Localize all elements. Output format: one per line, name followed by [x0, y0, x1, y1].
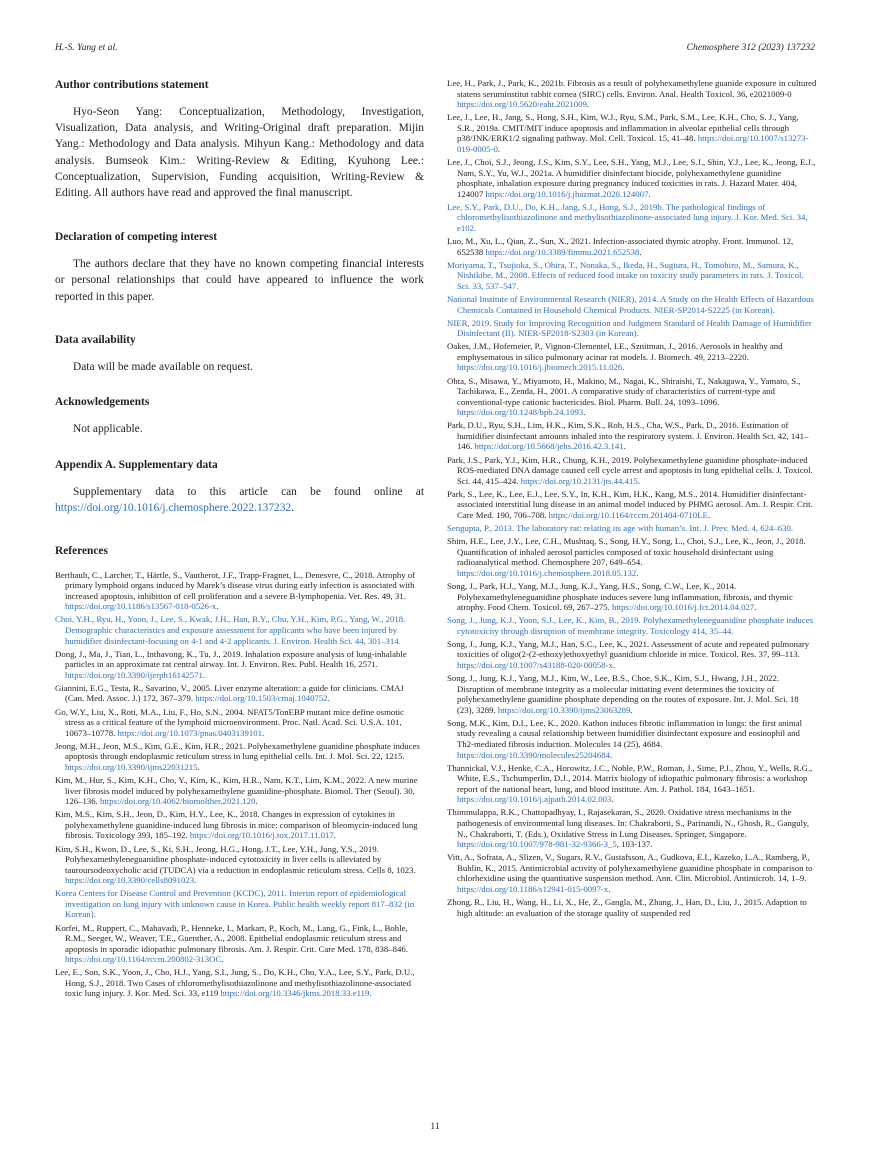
reference-end: .: [648, 188, 651, 199]
reference-doi-link[interactable]: https://doi.org/10.5668/jehs.2016.42.3.141: [474, 441, 624, 452]
left-column: [55, 78, 424, 1002]
appendix-text-prefix: Supplementary data to this article can be found online at: [73, 486, 424, 499]
reference-text: Shim, H.E., Lee, J.Y., Lee, C.H., Mushtaq, S., Song, H.Y., Song, L., Choi, S.J., Lee, K., Jeon, J., 2018. Quantification of inhaled aerosol particles composed of toxic household disinfectant using radioanalytical method. Chemosphere 207, 649–654.: [447, 536, 806, 568]
reference-doi-link[interactable]: https://doi.org/10.1007/s13273-019-0005-0: [457, 133, 809, 154]
reference-end: .: [630, 704, 633, 715]
reference-end: .: [609, 749, 613, 760]
reference-text: Dong, J., Ma, J., Tian, L., Inthavong, K., Tu, J., 2019. Inhalation exposure analysis of lung-inhalable particles in an approximate rat central airway. Int. J. Environ. Res. Publ. Health 16, 2571.: [55, 648, 407, 670]
section-heading: Data availability: [55, 333, 136, 346]
reference-text: Park, S., Lee, K., Lee, E.J., Lee, S.Y., In, K.H., Kim, H.K., Kang, M.S., 2014. Humidifier disinfectant-associated interstitial lung disease in an animal model induced by PHMG aerosol. Am. J. Respir. Crit. Care Med. 190, 706–708.: [447, 488, 813, 520]
reference-text: Kim, M., Hur, S., Kim, K.H., Cho, Y., Kim, K., Kim, H.R., Nam, K.T., Lim, K.M., 2022. A new murine liver fibrosis model induced by polyhexamethylene guanidine-phosphate. Biomol. Ther (Seoul). 30, 126–136.: [55, 775, 418, 807]
reference-item: [447, 673, 817, 715]
reference-doi-link[interactable]: https://doi.org/10.1186/s12941-015-0097-x: [457, 883, 609, 894]
running-head-authors: H.-S. Yang et al.: [55, 42, 118, 53]
reference-item: [55, 809, 424, 841]
reference-doi-link[interactable]: https://doi.org/10.3390/ijms23063289: [497, 704, 631, 715]
reference-end: .: [586, 99, 590, 110]
running-head-journal: Chemosphere 312 (2023) 137232: [686, 42, 815, 53]
supplementary-data-link[interactable]: https://doi.org/10.1016/j.chemosphere.2022.137232: [55, 502, 292, 515]
reference-end: .: [707, 509, 711, 520]
data-availability-text: Data will be made available on request.: [73, 360, 253, 373]
reference-text: Thimmulappa, R.K., Chattopadhyay, I., Rajasekaran, S., 2020. Oxidative stress mechanisms in the pathogenesis of environmental lung diseases. In: Chakraborti, S., Parinandi, N., Ghosh, R., Ganguly, N., Chakraborti, T. (Eds.), Oxidative Stress in Lung Diseases. Springer, Singapore.: [447, 807, 810, 839]
reference-doi-link[interactable]: https://doi.org/10.1186/s13567-018-0526-x: [65, 601, 217, 612]
reference-item[interactable]: [55, 888, 424, 920]
reference-doi-link[interactable]: https://doi.org/10.3390/molecules25204684: [457, 749, 610, 760]
reference-text: Song, J., Jung, K.J., Yoon, S.J., Lee, K., Kim, B., 2019. Polyhexamethyleneguanidine phosphate induces cytotoxicity through disruption of membrane integrity. Toxicology 414, 35–44.: [447, 615, 814, 636]
reference-end: .: [327, 693, 330, 704]
reference-item: [447, 807, 817, 849]
reference-text: Korea Centers for Disease Control and Prevention (KCDC), 2011. Interim report of epidemiological investigation on lung injury with unknown cause in Korea. Public health weekly report 817–832 (in Korean).: [55, 888, 415, 920]
reference-doi-link[interactable]: https://doi.org/10.1016/j.jbiomech.2015.11.026: [457, 362, 623, 373]
reference-item: [55, 967, 424, 999]
reference-item: [447, 376, 817, 418]
reference-doi-link[interactable]: https://doi.org/10.3389/fimmu.2021.652538: [485, 246, 640, 257]
reference-item[interactable]: [447, 523, 817, 534]
reference-item: [55, 683, 424, 704]
acknowledgements-section: [55, 395, 424, 437]
reference-doi-link[interactable]: https://doi.org/10.4062/biomolther.2021.120: [100, 796, 256, 807]
references-heading: References: [55, 544, 108, 557]
reference-end: .: [639, 246, 642, 257]
appendix-section: [55, 458, 424, 516]
author-contributions-text: Hyo-Seon Yang: Conceptualization, Methodology, Investigation, Visualization, Data analysis, and Writing-Original draft preparation. Mijin Yang.: Methodology and Data analysis. Mihyun Kang.: Methodology and data analysis. Bumseok Kim.: Writing-Review & Editing, Kyuhong Lee.: Conceptualization, Supervision, Funding acquisition, Writing-Review & Editing. All authors have read and approved the final manuscript.: [55, 106, 424, 200]
acknowledgements-text: Not applicable.: [73, 423, 143, 436]
reference-doi-link[interactable]: https://doi.org/10.2131/jts.44.415: [520, 475, 638, 486]
reference-text: Song, J., Jung, K.J., Yang, M.J., Kim, W., Lee, B.S., Choe, S.K., Kim, S.J., Hwang, J.H., 2022. Disruption of membrane integrity as a molecular initiating event determines the toxicity of polyhexamethylene guanidine phosphate depending on the routes of exposure. Int. J. Mol. Sci. 18 (23), 3289.: [447, 673, 799, 715]
reference-item[interactable]: [447, 202, 817, 234]
reference-end: .: [369, 988, 372, 999]
reference-item: [447, 112, 817, 154]
reference-doi-link[interactable]: https://doi.org/10.1073/pnas.0403139101: [117, 727, 262, 738]
reference-text: Song, M.K., Kim, D.I., Lee, K., 2020. Kathon induces fibrotic inflammation in lungs: the first animal study revealing a causal relationship between humidifier disinfectant exposure and eosinophil and Th2-mediated fibrosis induction. Molecules 14 (25), 4684.: [447, 717, 803, 749]
reference-end: .: [194, 875, 197, 886]
reference-item: [55, 649, 424, 681]
reference-doi-link[interactable]: https://doi.org/10.1016/j.fct.2014.04.027: [611, 602, 755, 613]
reference-doi-link[interactable]: https://doi.org/10.1016/j.ajpath.2014.02.003: [457, 794, 612, 805]
reference-item[interactable]: [447, 260, 817, 292]
reference-end: .: [497, 143, 501, 154]
reference-item: [447, 236, 817, 257]
reference-end: .: [202, 669, 206, 680]
appendix-text-suffix: .: [291, 502, 294, 515]
reference-text: Giannini, E.G., Testa, R., Savarino, V., 2005. Liver enzyme alteration: a guide for clinicians. CMAJ (Can. Med. Assoc. J.) 172, 367–379.: [55, 682, 404, 704]
reference-text: Korfei, M., Ruppert, C., Mahavadi, P., Henneke, I., Markart, P., Koch, M., Lang, G., Fink, L., Bohle, R.M., Seeger, W., Weaver, T.E., Guenther, A., 2008. Epithelial endoplasmic reticulum stress and apoptosis in sporadic idiopathic pulmonary fibrosis. Am. J. Respir. Crit. Care Med. 178, 838–846.: [55, 922, 408, 954]
reference-doi-link[interactable]: https://doi.org/10.3390/cells8091023: [65, 875, 195, 886]
reference-doi-link[interactable]: https://doi.org/10.5620/eaht.2021009: [457, 99, 587, 110]
reference-item: [447, 157, 817, 199]
reference-end: .: [754, 602, 757, 613]
reference-text: Jeong, M.H., Jeon, M.S., Kim, G.E., Kim, H.R., 2021. Polyhexamethylene guanidine phosphate induces apoptosis through endoplasmic reticulum stress in lung epithelial cells. Int. J. Mol. Sci. 22, 1215.: [55, 740, 420, 762]
reference-end: .: [261, 727, 265, 738]
reference-end: .: [622, 362, 625, 373]
reference-text: Kim, M.S., Kim, S.H., Jeon, D., Kim, H.Y., Lee, K., 2018. Changes in expression of cytokines in polyhexamethylene guanidine-induced lung fibrosis in mice: comparison of bleomycin-induced lung fibrosis. Toxicology 393, 185–192.: [55, 809, 418, 841]
reference-item: [55, 570, 424, 612]
reference-text: Oakes, J.M., Hofemeier, P., Vignon-Clementel, I.E., Sznitman, J., 2016. Aerosols in healthy and emphysematous in silico pulmonary acinar rat models. J. Biomech. 49, 2213–2220.: [447, 341, 783, 362]
reference-text: Park, D.U., Ryu, S.H., Lim, H.K., Kim, S.K., Roh, H.S., Cha, W.S., Park, D., 2016. Estimation of humidifier disinfectant amounts inhaled into the respiratory system. J. Environ. Health Sci. 42, 141–146.: [447, 420, 809, 452]
reference-text: Lee, J., Choi, S.J., Jeong, J.S., Kim, S.Y., Lee, S.H., Yang, M.J., Lee, S.J., Shin, Y.J., Lee, K., Jeong, E.J., Nam, S.Y., Yu, W.J., 2021a. A humidifier disinfectant biocide, polyhexamethylene guanidine phosphate, inhalation exposure during pregnancy induced toxicities in rats. J. Hazard Mater. 404, 124007: [447, 157, 816, 199]
reference-item[interactable]: [447, 615, 817, 636]
reference-text: Moriyama, T., Tsujioka, S., Ohira, T., Nonaka, S., Ikeda, H., Sugiura, H., Tomohiro, M., Samura, K., Nishikibe, M., 2008. Effects of reduced food intake on toxicity study parameters in rats. J. Toxicol. Sci. 33, 537–547.: [447, 259, 804, 291]
reference-item: [447, 341, 817, 373]
reference-end: .: [583, 407, 586, 418]
reference-end: .: [255, 796, 258, 807]
right-column: [447, 78, 817, 921]
reference-end: .: [637, 475, 640, 486]
data-availability-section: [55, 333, 424, 375]
reference-end: .: [636, 567, 639, 578]
reference-item: [447, 536, 817, 578]
reference-text: National Institute of Environmental Research (NIER), 2014. A Study on the Health Effects of Hazardous Chemicals Contained in Household Chemical Products. NIER-SP2014-S2225 (in Korean).: [447, 293, 814, 315]
reference-text: Lee, H., Park, J., Park, K., 2021b. Fibrosis as a result of polyhexamethylene guanide exposure in cultured statens seruminstitut rabbit cornea (SIRC) cells. Environ. Anal. Health Toxicol. 36, e2021009-0: [447, 78, 817, 99]
reference-text: Sengupta, P., 2013. The laboratory rat: relating its age with human’s. Int. J. Prev. Med. 4, 624–630.: [447, 523, 794, 534]
section-heading: Appendix A. Supplementary data: [55, 459, 218, 472]
reference-text: Choi, Y.H., Ryu, H., Yoon, J., Lee, S., Kwak, J.H., Han, B.Y., Chu, Y.H., Kim, P.G., Yang, W., 2018. Demographic characteristics and exposure assessment for applicants who have been injured by humidifier disinfectant-focusing on 4-1 and 4-2 applicants. J. Environ. Health Sci. 44, 301–314.: [55, 614, 406, 646]
reference-item: [447, 718, 817, 760]
reference-item: [447, 763, 817, 805]
appendix-text: [55, 484, 424, 516]
reference-item[interactable]: [447, 294, 817, 315]
reference-end: .: [623, 441, 626, 452]
reference-end: .: [333, 830, 336, 841]
reference-list-left: [55, 570, 424, 999]
author-contributions-section: [55, 78, 424, 201]
reference-item: [55, 707, 424, 739]
reference-text: Go, W.Y., Liu, X., Roti, M.A., Liu, F., Ho, S.N., 2004. NFAT5/TonEBP mutant mice define osmotic stress as a critical feature of the lymphoid microenvironment. Proc. Natl. Acad. Sci. U.S.A. 101, 10673–10778.: [55, 706, 405, 738]
reference-doi-link[interactable]: https://doi.org/10.1007/s43188-020-00058-x: [457, 659, 613, 670]
reference-doi-link[interactable]: https://doi.org/10.1503/cmaj.1040752: [195, 693, 328, 704]
reference-end: , 103-137.: [616, 839, 653, 850]
reference-doi-link[interactable]: https://doi.org/10.3346/jkms.2018.33.e119: [220, 988, 370, 999]
reference-item: [55, 923, 424, 965]
reference-text: Lee, E., Son, S.K., Yoon, J., Cho, H.J., Yang, S.I., Jung, S., Do, K.H., Cho, Y.A., Lee, S.Y., Park, D.U., Hong, S.J., 2018. Two Cases of chloromethylisothiazolinone and methylisothiazolinone-associated toxic lung injury. J. Kor. Med. Sci. 33, e119: [55, 967, 415, 999]
reference-text: Thannickal, V.J., Henke, C.A., Horowitz, J.C., Noble, P.W., Roman, J., Sime, P.J., Zhou, Y., Wells, R.G., White, E.S., Tschumperlin, D.J., 2014. Matrix biology of idiopathic pulmonary fibrosis: a workshop report of the national heart, lung, and blood institute. Am. J. Pathol. 184, 1643–1651.: [447, 762, 813, 794]
reference-item: [447, 581, 817, 613]
reference-text: Ohta, S., Misawa, Y., Miyamoto, H., Makino, M., Nagai, K., Shiraishi, T., Nakagawa, Y., Yamato, S., Tachikawa, E., Zenda, H., 2001. A comparative study of characteristics of current-type and conventional-type cationic bactericides. Biol. Pharm. Bull. 24, 1093–1096.: [447, 375, 801, 407]
reference-end: .: [216, 601, 219, 612]
reference-item[interactable]: [447, 318, 817, 339]
reference-item: [447, 639, 817, 671]
reference-doi-link[interactable]: https://doi.org/10.1016/j.chemosphere.2018.05.132: [457, 567, 637, 578]
reference-doi-link[interactable]: https://doi.org/10.3390/ijerph16142571: [65, 669, 203, 680]
reference-item: [447, 78, 817, 110]
reference-doi-link[interactable]: https://doi.org/10.1016/j.jhazmat.2020.124007: [485, 188, 649, 199]
reference-end: .: [608, 883, 611, 894]
reference-text: Park, J.S., Park, Y.J., Kim, H.R., Chung, K.H., 2019. Polyhexamethylene guanidine phosphate-induced ROS-mediated DNA damage caused cell cycle arrest and apoptosis in lung epithelial cells. J. Toxicol. Sci. 44, 415–424.: [447, 454, 813, 486]
reference-doi-link[interactable]: https://doi.org/10.3390/ijms22031215: [65, 761, 198, 772]
reference-item: [55, 844, 424, 886]
reference-doi-link[interactable]: https://doi.org/10.1164/rccm.200802-313OC: [65, 954, 222, 965]
reference-text: Lee, J., Lee, H., Jang, S., Hong, S.H., Kim, W.J., Ryu, S.M., Park, S.M., Lee, K.H., Cho, S. J., Yang, S.R., 2019a. CMIT/MIT induce apoptosis and inflammation in alveolar epithelial cells through p38/JNK/ERK1/2 signaling pathway. Mol. Cell. Toxicol. 15, 41–48.: [447, 112, 799, 144]
reference-item: [447, 420, 817, 452]
reference-doi-link[interactable]: https://doi.org/10.1164/rccm.201404-0710LE: [548, 509, 708, 520]
competing-interest-section: [55, 230, 424, 305]
reference-item[interactable]: [55, 614, 424, 646]
reference-list-right: [447, 78, 817, 918]
reference-doi-link[interactable]: https://doi.org/10.1007/978-981-32-9366-3_5: [457, 839, 617, 850]
page-number: 11: [430, 1121, 440, 1132]
reference-text: Vitt, A., Sofrata, A., Slizen, V., Sugars, R.V., Gustafsson, A., Gudkova, E.I., Kazeko, L.A., Ramberg, P., Buhlin, K., 2015. Antimicrobial activity of polyhexamethylene guanidine phosphate in comparison to chlorhexidine using the quantitative suspension method. Ann. Clin. Microbiol. Antimicrob. 14, 1–9.: [447, 852, 813, 884]
references-section: [55, 544, 424, 999]
reference-text: Song, J., Park, H.J., Yang, M.J., Jung, K.J., Yang, H.S., Song, C.W., Lee, K., 2014. Polyhexamethyleneguanidine phosphate induces severe lung inflammation, fibrosis, and thymic atrophy. Food Chem. Toxicol. 69, 267–275.: [447, 580, 793, 613]
section-heading: Author contributions statement: [55, 79, 209, 91]
reference-text: Kim, S.H., Kwon, D., Lee, S., Ki, S.H., Jeong, H.G., Hong, J.T., Lee, Y.H., Jung, Y.S., 2019. Polyhexamethyleneguanidine phosphate-induced cytotoxicity in liver cells is alleviated by tauroursodeoxycholic acid (TUDCA) via a reduction in endoplasmic reticulum stress. Cells 8, 1023.: [55, 843, 416, 875]
reference-item: [55, 741, 424, 773]
reference-text: Zhong, R., Liu, H., Wang, H., Li, X., He, Z., Gangla, M., Zhang, J., Han, D., Liu, J., 2015. Adaption to high altitude: an evaluation of the storage quality of suspended red: [447, 897, 807, 918]
reference-item: [447, 489, 817, 521]
reference-text: NIER, 2019. Study for Improving Recognition and Judgment Standard of Health Damage of Humidifier Disinfectant (II). NIER-SP2018-S2303 (in Korean).: [447, 317, 812, 339]
reference-item: [55, 775, 424, 807]
section-heading: Acknowledgements: [55, 396, 150, 409]
reference-text: Song, J., Jung, K.J., Yang, M.J., Han, S.C., Lee, K., 2021. Assessment of acute and repeated pulmonary toxicities of oligo(2-(2-ethoxy)ethoxyethyl guanidium chloride in mice. Toxicol. Res. 37, 99–113.: [447, 638, 810, 660]
section-heading: Declaration of competing interest: [55, 231, 218, 244]
reference-item: [447, 897, 817, 918]
competing-interest-text: The authors declare that they have no known competing financial interests or personal relationships that could have appeared to influence the work reported in this paper.: [55, 258, 424, 303]
reference-end: .: [611, 794, 614, 805]
reference-doi-link[interactable]: https://doi.org/10.1248/bpb.24.1093: [457, 407, 584, 418]
reference-end: .: [612, 659, 616, 670]
reference-item: [447, 852, 817, 894]
reference-item: [447, 455, 817, 487]
reference-end: .: [197, 761, 200, 772]
reference-end: .: [221, 954, 224, 965]
reference-text: Luo, M., Xu, L., Qian, Z., Sun, X., 2021. Infection-associated thymic atrophy. Front. Immunol. 12, 652538: [447, 236, 794, 257]
reference-doi-link[interactable]: https://doi.org/10.1016/j.tox.2017.11.017: [189, 830, 334, 841]
reference-text: Berthault, C., Larcher, T., Härtle, S., Vautherot, J.F., Trapp-Fragnet, L., Denesvre, C., 2018. Atrophy of primary lymphoid organs induced by Marek’s disease virus during early infection is associated with increased apoptosis, inhibition of cell proliferation and a severe B-lymphopenia. Vet. Res. 49, 31.: [55, 569, 416, 601]
reference-text: Lee, S.Y., Park, D.U., Do, K.H., Jang, S.J., Hong, S.J., 2019b. The pathological findings of chloromethylisothiazolinone and methylisothiazolinone-associated lung injury. J. Kor. Med. Sci. 34, e102.: [447, 201, 808, 233]
